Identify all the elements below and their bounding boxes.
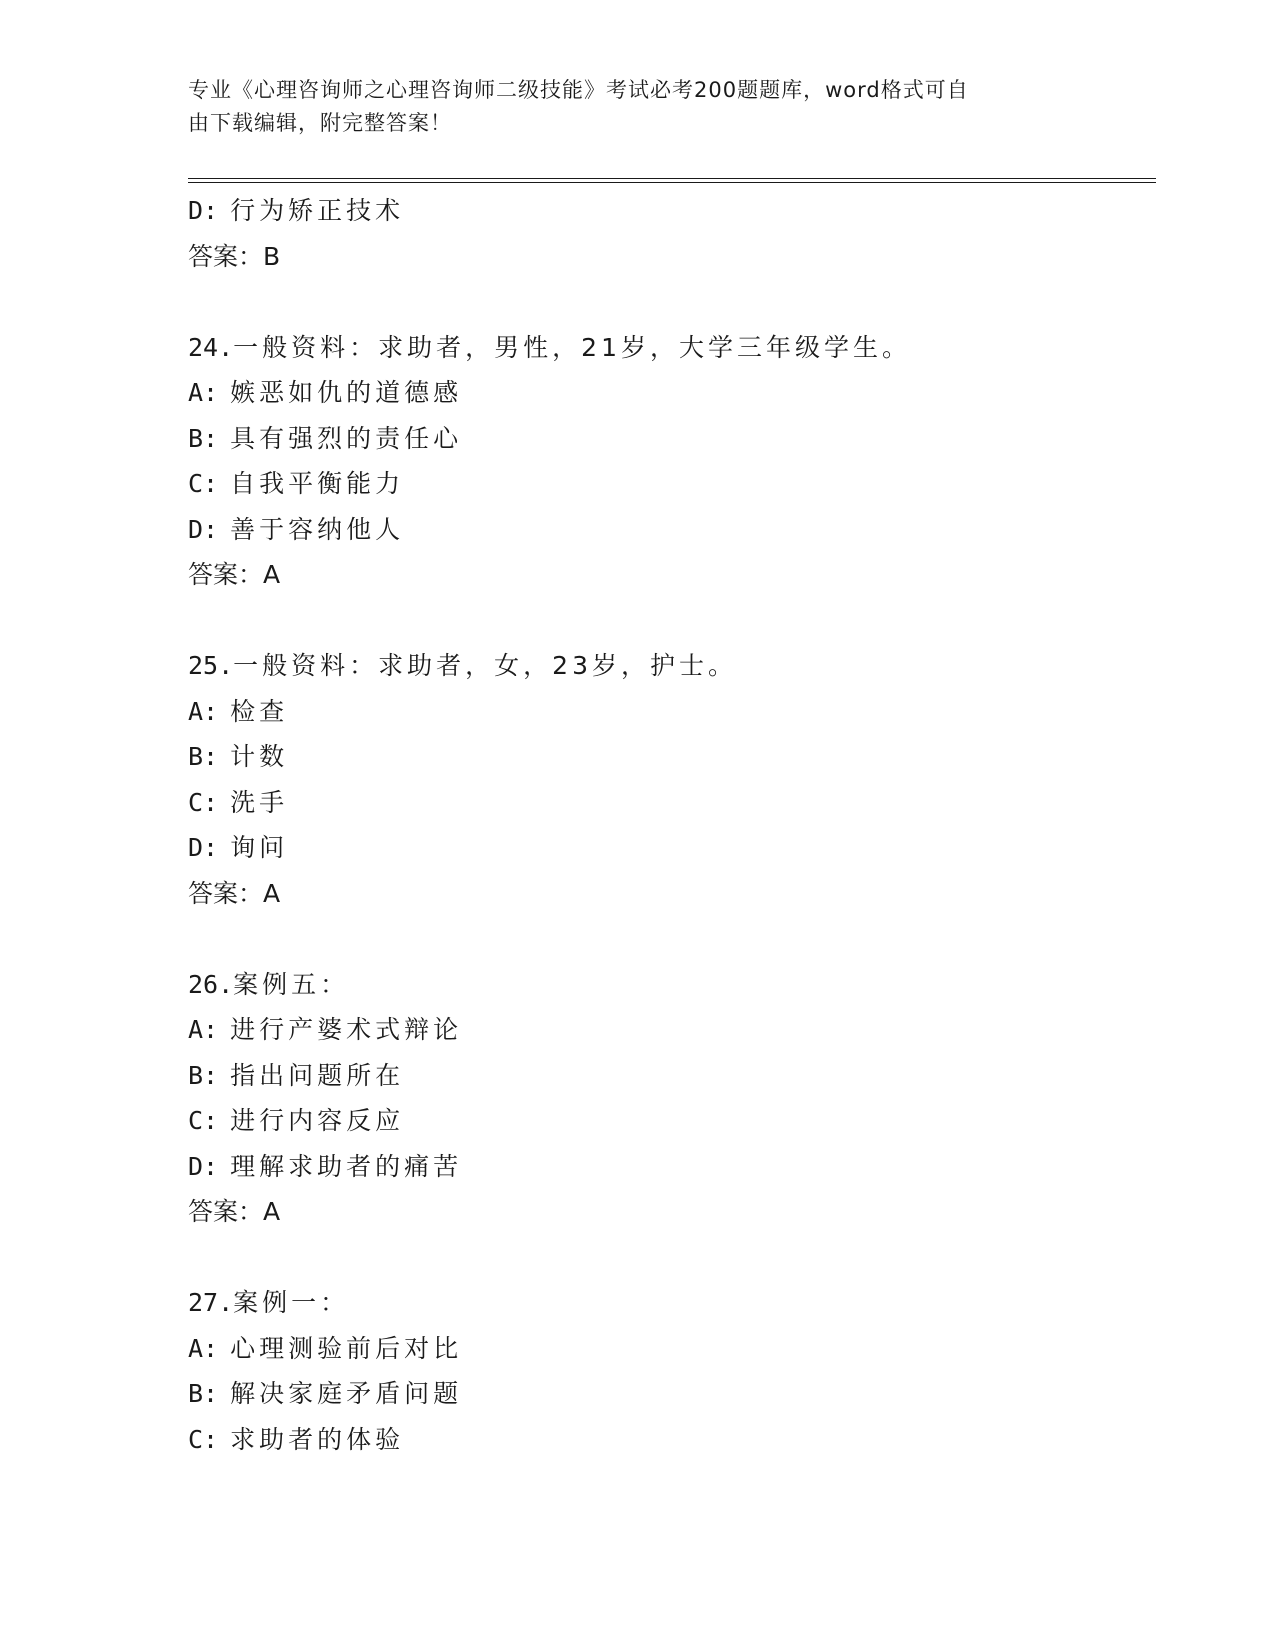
option-letter: B: bbox=[188, 1379, 219, 1408]
question-number: 27. bbox=[188, 1288, 234, 1317]
header-line-2: 由下载编辑，附完整答案！ bbox=[188, 111, 452, 135]
option-row bbox=[188, 1144, 1156, 1190]
option-text: 具有强烈的责任心 bbox=[230, 423, 463, 453]
option-text: 解决家庭矛盾问题 bbox=[230, 1379, 463, 1408]
option-text: 计数 bbox=[230, 742, 289, 771]
option-letter: C: bbox=[188, 1424, 219, 1454]
option-letter: C: bbox=[188, 469, 219, 498]
option-row bbox=[188, 416, 1156, 462]
option-letter: C: bbox=[188, 787, 219, 817]
option-row bbox=[188, 1326, 1156, 1372]
question-title bbox=[188, 962, 1156, 1008]
option-letter: D: bbox=[188, 196, 219, 225]
question-number: 25. bbox=[188, 651, 234, 680]
option-row bbox=[188, 1007, 1156, 1053]
option-row bbox=[188, 1053, 1156, 1099]
option-row bbox=[188, 188, 1156, 234]
option-row bbox=[188, 825, 1156, 871]
question-text: 一般资料：求助者，男性，21岁，大学三年级学生。 bbox=[233, 332, 911, 362]
option-text: 善于容纳他人 bbox=[230, 514, 405, 544]
option-text: 行为矫正技术 bbox=[230, 196, 405, 225]
option-text: 求助者的体验 bbox=[230, 1424, 405, 1454]
option-row bbox=[188, 1417, 1156, 1463]
option-text: 理解求助者的痛苦 bbox=[230, 1151, 463, 1181]
spacer bbox=[188, 279, 1156, 325]
option-text: 进行内容反应 bbox=[230, 1106, 405, 1135]
option-text: 心理测验前后对比 bbox=[230, 1333, 463, 1363]
spacer bbox=[188, 1235, 1156, 1281]
question-number: 26. bbox=[188, 969, 234, 999]
option-letter: D: bbox=[188, 833, 219, 862]
option-text: 洗手 bbox=[230, 787, 289, 817]
question-text: 一般资料：求助者，女，23岁，护士。 bbox=[233, 651, 737, 680]
option-text: 自我平衡能力 bbox=[230, 469, 405, 498]
question-title bbox=[188, 643, 1156, 689]
question-list bbox=[188, 188, 1156, 1462]
page-header bbox=[188, 74, 1068, 140]
option-row bbox=[188, 370, 1156, 416]
question-title bbox=[188, 325, 1156, 371]
answer-line: 答案：A bbox=[188, 1197, 281, 1226]
option-letter: D: bbox=[188, 514, 219, 544]
option-letter: A: bbox=[188, 378, 219, 407]
option-row bbox=[188, 1371, 1156, 1417]
option-row bbox=[188, 689, 1156, 735]
option-letter: A: bbox=[188, 696, 219, 726]
option-text: 进行产婆术式辩论 bbox=[230, 1015, 463, 1044]
option-row bbox=[188, 1098, 1156, 1144]
spacer bbox=[188, 916, 1156, 962]
answer-line: 答案：A bbox=[188, 878, 281, 908]
option-row bbox=[188, 461, 1156, 507]
question-text: 案例一： bbox=[233, 1288, 350, 1317]
spacer bbox=[188, 598, 1156, 644]
option-letter: D: bbox=[188, 1151, 219, 1181]
question-text: 案例五： bbox=[233, 969, 350, 999]
option-letter: B: bbox=[188, 423, 219, 453]
option-row bbox=[188, 734, 1156, 780]
option-text: 嫉恶如仇的道德感 bbox=[230, 378, 463, 407]
option-row bbox=[188, 507, 1156, 553]
question-number: 24. bbox=[188, 332, 234, 362]
option-letter: B: bbox=[188, 1060, 219, 1090]
answer-line: 答案：B bbox=[188, 241, 281, 271]
option-letter: A: bbox=[188, 1015, 219, 1044]
question-title bbox=[188, 1280, 1156, 1326]
option-letter: C: bbox=[188, 1106, 219, 1135]
header-line-1: 专业《心理咨询师之心理咨询师二级技能》考试必考200题题库，word格式可自 bbox=[188, 78, 969, 102]
option-letter: B: bbox=[188, 742, 219, 771]
option-text: 询问 bbox=[230, 833, 289, 862]
option-letter: A: bbox=[188, 1333, 219, 1363]
header-double-rule bbox=[188, 178, 1156, 183]
answer-line: 答案：A bbox=[188, 560, 281, 589]
option-text: 指出问题所在 bbox=[230, 1060, 405, 1090]
option-text: 检查 bbox=[230, 696, 289, 726]
option-row bbox=[188, 780, 1156, 826]
